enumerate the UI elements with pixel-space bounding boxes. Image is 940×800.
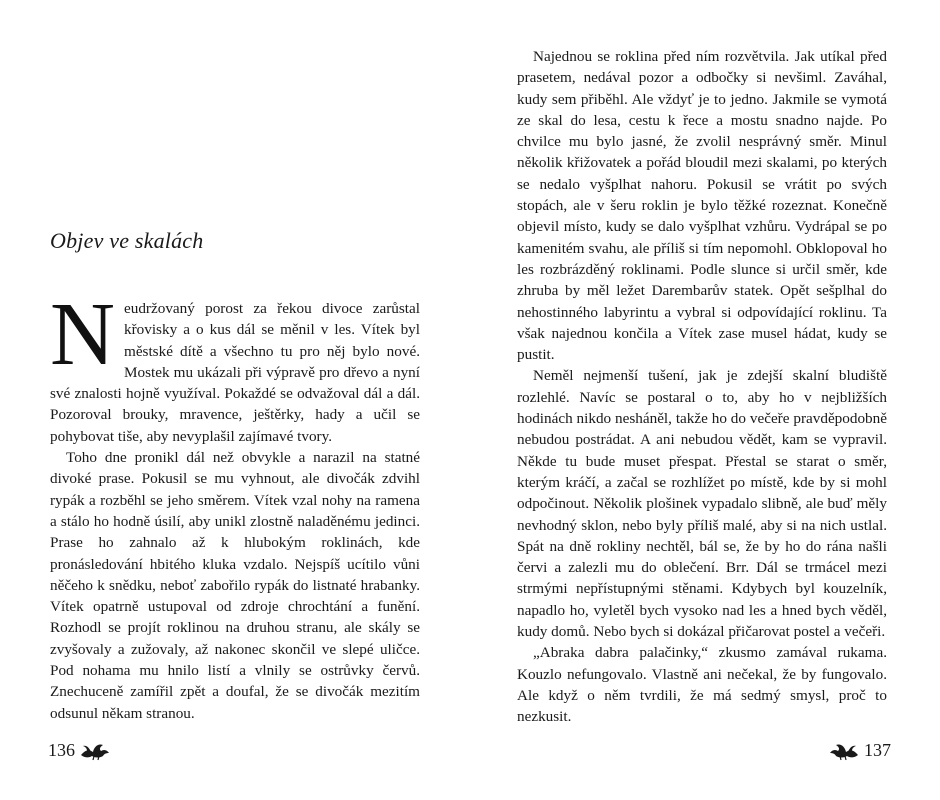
dragon-ornament-icon — [828, 741, 860, 761]
right-text-block — [517, 46, 887, 728]
paragraph: Toho dne pronikl dál než obvykle a narazil na statné divoké prase. Pokusil se mu vyhnout, ale divočák zdvihl rypák a rozběhl se jeho směrem. Vítek vzal nohy na ramena a stálo ho hodně úsilí, aby unikl zlostně naladěnému jedinci. Prase ho zahnalo až k hlubokým roklinách, kde pronásledování hbitého kluka vzdalo. Nejspíš ucítilo vůni něčeho k snědku, neboť zabořilo rypák do listnaté hrabanky. Vítek opatrně ustupoval od zdroje chrochtání a funění. Rozhodl se projít roklinou na druhou stranu, ale skály se zvyšovaly a zužovaly, až nakonec skončil ve slepé uličce. Pod nohama mu hnilo listí a vlnily se ostrůvky červů. Znechuceně zamířil zpět a doufal, že se divočák mezitím odsunul někam stranou. — [50, 449, 420, 722]
paragraph: Najednou se roklina před ním rozvětvila. Jak utíkal před prasetem, nedával pozor a odbočky si nevšiml. Zaváhal, kudy sem přiběhl. Ale vždyť je to jedno. Jakmile se vymotá ze skal do lesa, cestu k řece a mostu snadno najde. Po chvilce mu bylo jasné, že zvolil nesprávný směr. Minul několik křižovatek a pořád bloudil mezi skalami, po kterých se nedalo vyšplhat nahoru. Pokusil se vrátit po svých stopách, ale v šeru roklin je bylo těžké rozeznat. Konečně objevil místo, kudy se dalo vyšplhat vzhůru. Vydrápal se po kamenitém svahu, ale příliš si tím nepomohl. Obklopoval ho les rozbrázděný roklinami. Podle slunce si určil směr, kde zhruba by měl ležet Darembarův statek. Opět sešplhal do nehostinného labyrintu a vybral si odpovídající roklinu. Ta však najednou končila a Vítek zase musel hádat, kudy se pustit. — [517, 48, 887, 364]
page-number: 137 — [864, 740, 891, 760]
left-text-block — [50, 285, 420, 724]
drop-cap: N — [50, 285, 115, 384]
paragraph-text: eudržovaný porost za řekou divoce zarůstal křovisky a o kus dál se měnil v les. Vítek byl městské dítě a všechno tu pro něj bylo nové. Mostek mu ukázali při výpravě pro dřevo a nyní své znalosti hojně využíval. Pokaždé se odvažoval dál a dál. Pozoroval brouky, mravence, ještěrky, hady a učil se pohybovat tiše, aby nevyplašil zajímavé tvory. — [50, 300, 420, 445]
paragraph — [50, 285, 420, 447]
page-number: 136 — [48, 740, 75, 760]
paragraph: „Abraka dabra palačinky,“ zkusmo zamával rukama. Kouzlo nefungovalo. Vlastně ani nečekal, že by fungovalo. Ale když o něm tvrdili, že má sedmý smysl, proč to nezkusit. — [517, 644, 887, 726]
dragon-ornament-icon — [79, 741, 111, 761]
page-footer — [48, 740, 111, 761]
right-page — [470, 0, 940, 800]
page-footer — [828, 740, 891, 761]
chapter-title: Objev ve skalách — [50, 228, 204, 253]
paragraph: Neměl nejmenší tušení, jak je zdejší skalní bludiště rozlehlé. Navíc se postaral o to, aby ho v nejbližších hodinách nikdo nesháněl, takže ho do večeře pravděpodobně nebudou postrádat. A ani nebudou vědět, kam se vypravil. Někde tu bude muset přespat. Přestal se starat o směr, kterým kráčí, a začal se rozhlížet po místě, kde by si mohl odpočinout. Několik plošinek vypadalo slibně, ale buď měly nevhodný sklon, nebo byly příliš malé, aby si na nich ustlal. Spát na dně rokliny nechtěl, bál se, že by ho do rána našli červi a zalezli mu do oblečení. Brr. Dál se trmácel mezi strmými nepřístupnými stěnami. Kdybych byl kouzelník, napadlo ho, vyletěl bych vysoko nad les a hned bych věděl, kudy domů. Nebo bych si dokázal přičarovat postel a večeři. — [517, 367, 887, 641]
